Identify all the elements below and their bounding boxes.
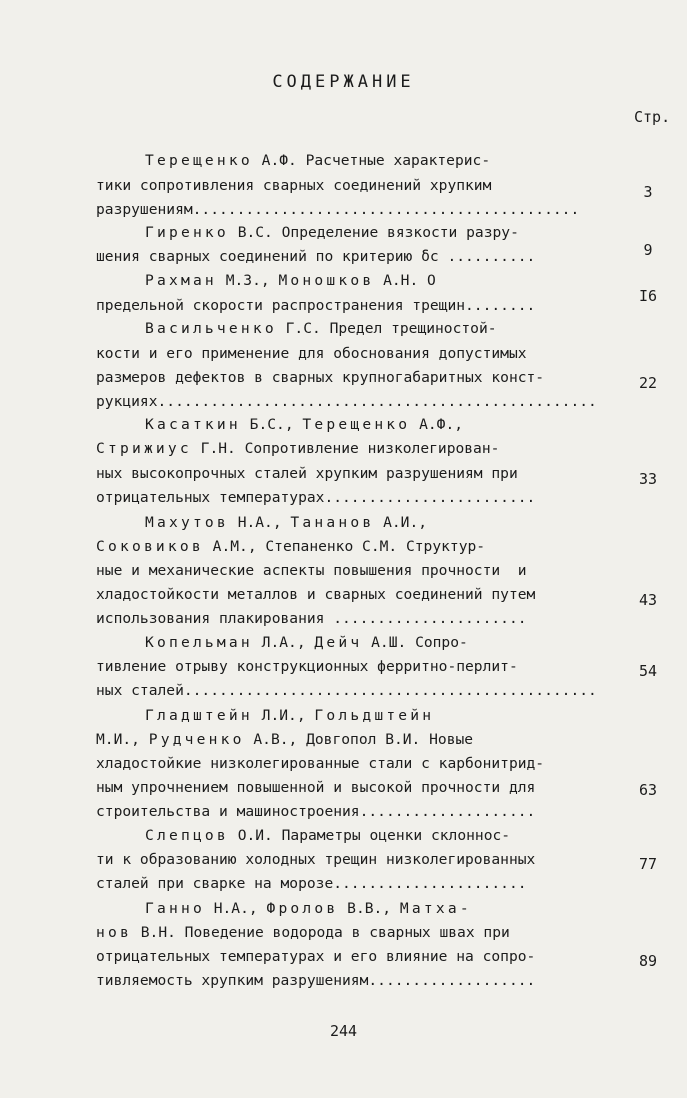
toc-text: Н.А., xyxy=(204,900,267,917)
toc-text: ных сталей............................................... xyxy=(96,682,597,699)
toc-text: ным упрочнением повышенной и высокой прочности для xyxy=(96,779,536,796)
toc-text: отрицательных температурах........................ xyxy=(96,489,536,506)
toc-text: ти к образованию холодных трещин низколегированных xyxy=(96,851,536,868)
toc-text: Л.И., xyxy=(252,707,315,724)
toc-line xyxy=(145,318,497,340)
author-name: Фролов xyxy=(266,900,339,917)
toc-page-number: I6 xyxy=(638,287,658,305)
toc-page-number: 77 xyxy=(638,855,658,873)
toc-text: А.И., xyxy=(374,514,428,531)
toc-page-number: 63 xyxy=(638,781,658,799)
toc-text: Г.С. Предел трещиностой- xyxy=(276,320,497,337)
toc-line xyxy=(145,898,472,920)
author-name: Гиренко xyxy=(145,224,229,241)
toc-line xyxy=(96,536,485,558)
author-name: Рахман xyxy=(145,272,217,289)
toc-line xyxy=(96,873,527,895)
toc-line xyxy=(96,729,473,751)
author-name: Васильченко xyxy=(145,320,277,337)
toc-line xyxy=(96,922,510,944)
toc-text: Л.А., xyxy=(252,634,315,651)
toc-page-number: 54 xyxy=(638,662,658,680)
page-title: СОДЕРЖАНИЕ xyxy=(272,72,415,92)
toc-text: В.С. Определение вязкости разру- xyxy=(228,224,519,241)
toc-text: М.И., xyxy=(96,731,149,748)
toc-line xyxy=(145,512,427,534)
toc-text: А.Н. О xyxy=(374,272,436,289)
toc-line xyxy=(145,414,463,436)
toc-text: М.З., xyxy=(216,272,279,289)
toc-line xyxy=(145,222,519,244)
toc-line xyxy=(96,391,597,413)
toc-text: Н.А., xyxy=(228,514,291,531)
toc-text: В.Н. Поведение водорода в сварных швах при xyxy=(131,924,510,941)
author-name: Дейч xyxy=(314,634,363,651)
toc-text: хладостойкие низколегированные стали с карбонитрид- xyxy=(96,755,545,772)
toc-text: А.Ф. Расчетные характерис- xyxy=(252,152,491,169)
author-name: Матха- xyxy=(399,900,472,917)
author-name: Касаткин xyxy=(145,416,241,433)
toc-text: шения сварных соединений по критерию δc .......... xyxy=(96,248,536,265)
toc-text: тивление отрыву конструкционных ферритно-перлит- xyxy=(96,658,518,675)
toc-line xyxy=(96,680,597,702)
toc-text: А.В., Довгопол В.И. Новые xyxy=(244,731,474,748)
toc-line xyxy=(145,705,434,727)
toc-line xyxy=(96,246,535,268)
toc-text: предельной скорости распространения трещин........ xyxy=(96,297,536,314)
author-name: Махутов xyxy=(145,514,229,531)
author-name: Гольдштейн xyxy=(314,707,435,724)
toc-line xyxy=(96,584,535,606)
toc-page-number: 3 xyxy=(643,183,653,201)
toc-line xyxy=(96,849,535,871)
toc-text: использования плакирования ...................... xyxy=(96,610,527,627)
toc-text: А.Ф., xyxy=(410,416,464,433)
toc-line xyxy=(96,560,527,582)
toc-line xyxy=(145,825,510,847)
toc-page-number: 43 xyxy=(638,591,658,609)
toc-line xyxy=(96,343,527,365)
toc-text: ные и механические аспекты повышения прочности и xyxy=(96,562,527,579)
toc-line xyxy=(145,632,468,654)
toc-text: отрицательных температурах и его влияние на сопро- xyxy=(96,948,536,965)
toc-text: размеров дефектов в сварных крупногабаритных конст- xyxy=(96,369,545,386)
toc-line xyxy=(96,487,535,509)
author-name: Ганно xyxy=(145,900,205,917)
toc-line xyxy=(96,463,518,485)
author-name: Соковиков xyxy=(96,538,204,555)
toc-text: Б.С., xyxy=(240,416,303,433)
toc-line xyxy=(96,753,544,775)
toc-text: Г.Н. Сопротивление низколегирован- xyxy=(191,440,500,457)
toc-line xyxy=(96,970,535,992)
toc-page-number: 33 xyxy=(638,470,658,488)
toc-page-number: 9 xyxy=(643,241,653,259)
toc-line xyxy=(96,801,535,823)
toc-text: ных высокопрочных сталей хрупким разрушениям при xyxy=(96,465,518,482)
toc-text: В.В., xyxy=(338,900,400,917)
toc-text: рукциях.................................................. xyxy=(96,393,597,410)
author-name: Копельман xyxy=(145,634,253,651)
toc-line xyxy=(96,656,518,678)
author-name: Терещенко xyxy=(145,152,253,169)
author-name: Гладштейн xyxy=(145,707,253,724)
toc-line xyxy=(96,777,535,799)
author-name: Рудченко xyxy=(148,731,245,748)
toc-line xyxy=(96,367,544,389)
toc-line xyxy=(96,608,527,630)
toc-text: разрушениям............................................ xyxy=(96,201,580,218)
toc-page-number: 22 xyxy=(638,374,658,392)
toc-text: А.Ш. Сопро- xyxy=(362,634,468,651)
author-name: нов xyxy=(96,924,132,941)
author-name: Моношков xyxy=(278,272,375,289)
toc-line xyxy=(145,150,490,172)
page-number: 244 xyxy=(329,1022,358,1040)
toc-page-number: 89 xyxy=(638,952,658,970)
toc-text: строительства и машиностроения.................... xyxy=(96,803,536,820)
toc-text: тики сопротивления сварных соединений хрупким xyxy=(96,177,492,194)
toc-text: О.И. Параметры оценки склоннос- xyxy=(228,827,511,844)
author-name: Стрижиус xyxy=(96,440,192,457)
author-name: Слепцов xyxy=(145,827,229,844)
toc-text: кости и его применение для обоснования допустимых xyxy=(96,345,527,362)
toc-text: сталей при сварке на морозе...................... xyxy=(96,875,527,892)
toc-line xyxy=(96,438,499,460)
toc-line xyxy=(96,946,535,968)
toc-line xyxy=(96,295,535,317)
toc-line xyxy=(96,199,579,221)
author-name: Тананов xyxy=(290,514,375,531)
author-name: Терещенко xyxy=(302,416,411,433)
page-column-header: Стр. xyxy=(634,108,671,126)
toc-text: тивляемость хрупким разрушениям................... xyxy=(96,972,536,989)
toc-line xyxy=(96,175,491,197)
toc-text: хладостойкости металлов и сварных соединений путем xyxy=(96,586,536,603)
toc-text: А.М., Степаненко С.М. Структур- xyxy=(203,538,486,555)
toc-line xyxy=(145,270,436,292)
